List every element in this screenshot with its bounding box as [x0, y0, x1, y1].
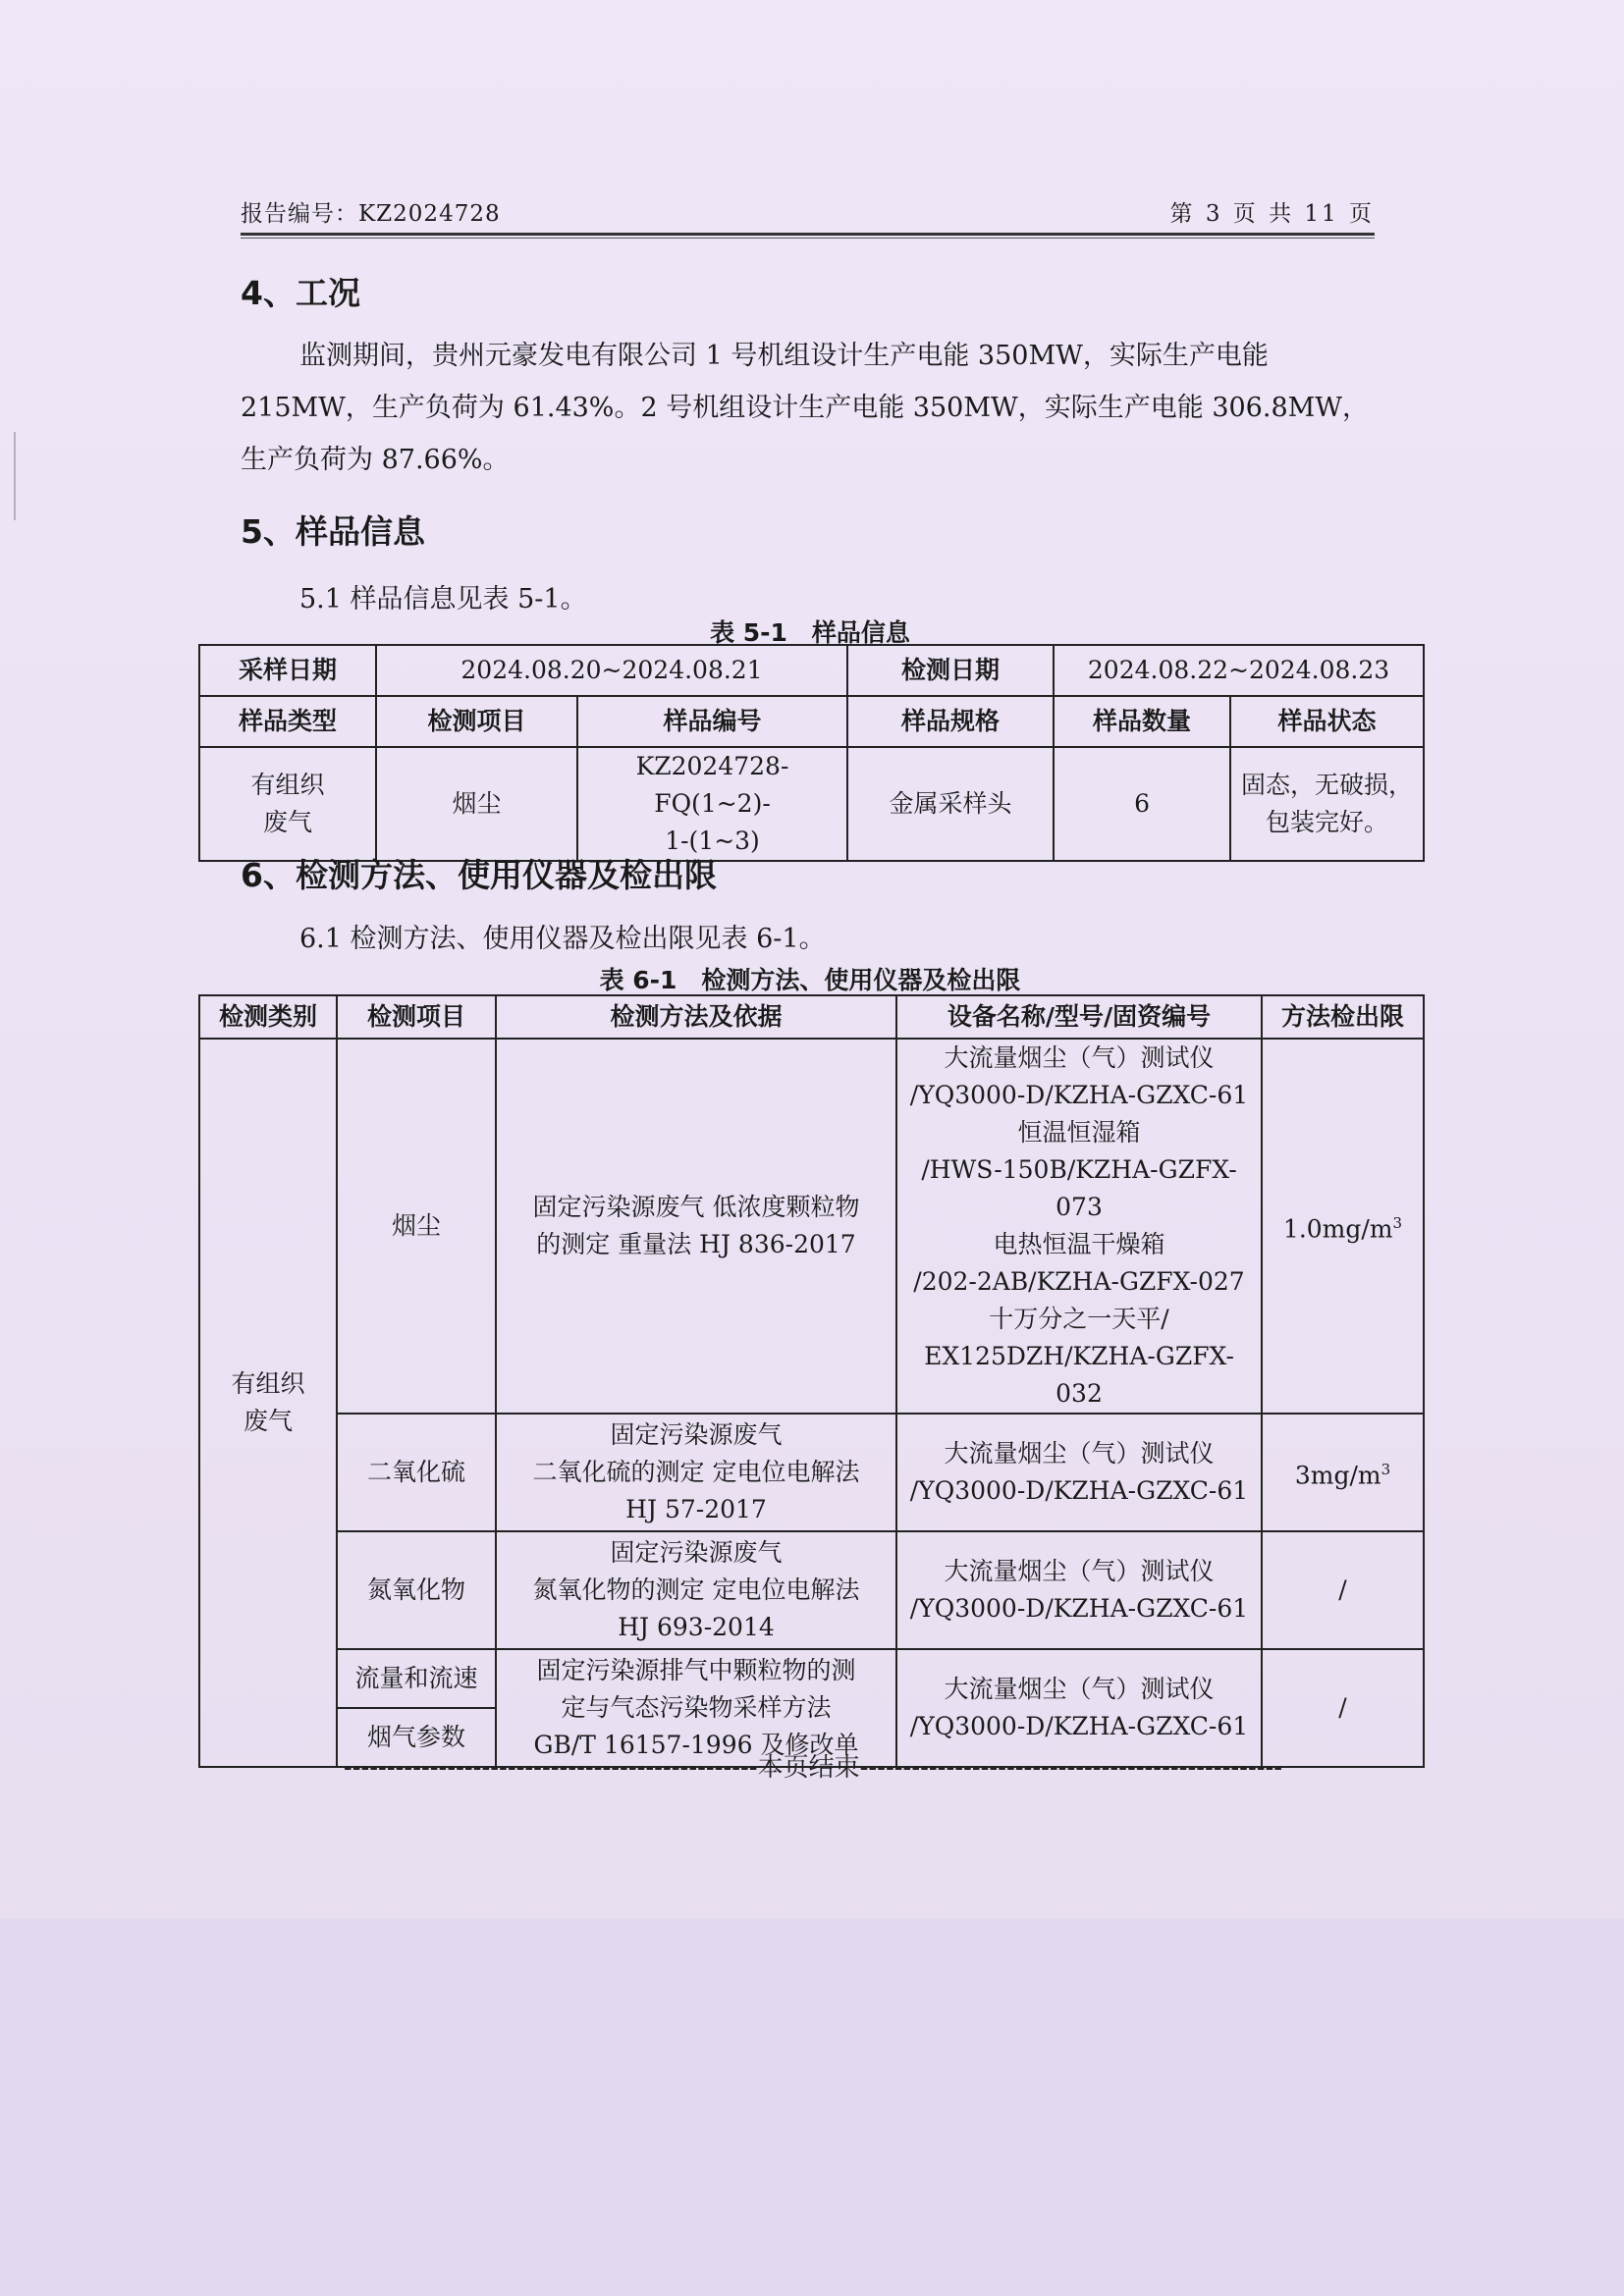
- equipment-line: 大流量烟尘（气）测试仪: [944, 1439, 1215, 1468]
- item-cell: 二氧化硫: [337, 1414, 496, 1531]
- col-equipment: 设备名称/型号/固资编号: [896, 995, 1262, 1039]
- method-line: 固定污染源废气: [610, 1538, 783, 1567]
- equipment-line: 大流量烟尘（气）测试仪: [944, 1557, 1215, 1585]
- method-line: 固定污染源废气: [610, 1420, 783, 1449]
- item-cell: 烟气参数: [337, 1708, 496, 1767]
- limit-exponent: 3: [1380, 1460, 1391, 1478]
- method-cell: [496, 1531, 896, 1649]
- item-cell: 氮氧化物: [337, 1531, 496, 1649]
- sample-state-line-1: 固态，无破损，: [1241, 771, 1414, 799]
- end-text: 本页结束: [757, 1753, 860, 1783]
- page-header: [241, 199, 1375, 236]
- section-5-title: 5、样品信息: [241, 512, 425, 551]
- item-cell: 流量和流速: [337, 1649, 496, 1708]
- col-test-item: 检测项目: [337, 995, 496, 1039]
- sample-qty-cell: 6: [1054, 747, 1230, 861]
- equipment-line: /YQ3000-D/KZHA-GZXC-61: [909, 1594, 1249, 1623]
- scan-margin-mark: [14, 432, 16, 520]
- end-dashes-right: -------------------------------------------------: [859, 1753, 1283, 1783]
- equipment-line: /YQ3000-D/KZHA-GZXC-61: [909, 1476, 1249, 1505]
- equipment-line: /YQ3000-D/KZHA-GZXC-61: [909, 1081, 1249, 1109]
- table-row: [199, 1414, 1424, 1531]
- sample-code-line-1: KZ2024728-FQ(1~2)-: [635, 752, 789, 818]
- col-sample-type: 样品类型: [199, 696, 376, 747]
- category-cell: [199, 1039, 337, 1767]
- equipment-line: /YQ3000-D/KZHA-GZXC-61: [909, 1712, 1249, 1740]
- sample-state-cell: [1230, 747, 1424, 861]
- section-6-intro: 6.1 检测方法、使用仪器及检出限见表 6-1。: [299, 924, 826, 954]
- limit-value: 3mg/m: [1294, 1461, 1381, 1490]
- test-item-cell: 烟尘: [376, 747, 577, 861]
- equipment-line: /202-2AB/KZHA-GZFX-027: [913, 1267, 1245, 1296]
- method-line: 二氧化硫的测定 定电位电解法: [532, 1458, 860, 1486]
- equipment-line: 十万分之一天平/: [989, 1305, 1169, 1333]
- table-6-1-caption: 表 6-1 检测方法、使用仪器及检出限: [599, 966, 1021, 994]
- section-4-title: 4、工况: [241, 274, 360, 312]
- limit-cell: [1262, 1039, 1424, 1414]
- method-line: 的测定 重量法 HJ 836-2017: [536, 1230, 856, 1258]
- end-dashes-left: ------------------------------------------------: [343, 1753, 758, 1783]
- equipment-line: 电热恒温干燥箱: [993, 1230, 1165, 1258]
- equipment-line: 恒温恒湿箱: [1017, 1118, 1141, 1147]
- limit-cell: /: [1262, 1531, 1424, 1649]
- method-line: 氮氧化物的测定 定电位电解法: [532, 1575, 860, 1604]
- section-6-title: 6、检测方法、使用仪器及检出限: [241, 856, 717, 894]
- section-4-line-2: 215MW，生产负荷为 61.43%。2 号机组设计生产电能 350MW，实际生产电能 306.8MW，: [241, 393, 1370, 423]
- sample-type-line-1: 有组织: [250, 771, 325, 799]
- equipment-line: EX125DZH/KZHA-GZFX-032: [924, 1342, 1234, 1408]
- col-sample-qty: 样品数量: [1054, 696, 1230, 747]
- header-divider: [241, 238, 1375, 239]
- col-sample-spec: 样品规格: [847, 696, 1054, 747]
- col-detection-limit: 方法检出限: [1262, 995, 1424, 1039]
- table-5-1-caption: 表 5-1 样品信息: [710, 618, 910, 647]
- item-cell: 烟尘: [337, 1039, 496, 1414]
- category-line-2: 废气: [243, 1407, 293, 1435]
- report-number: 报告编号：KZ2024728: [241, 201, 501, 227]
- limit-value: 1.0mg/m: [1282, 1214, 1393, 1244]
- equipment-cell: [896, 1039, 1262, 1414]
- table-row: [199, 1039, 1424, 1414]
- limit-cell: [1262, 1414, 1424, 1531]
- col-sample-state: 样品状态: [1230, 696, 1424, 747]
- equipment-line: /HWS-150B/KZHA-GZFX-073: [921, 1155, 1237, 1221]
- sample-state-line-2: 包装完好。: [1266, 808, 1389, 836]
- category-line-1: 有组织: [231, 1369, 305, 1398]
- table-6-1: [198, 994, 1425, 1768]
- sampling-date-label: 采样日期: [199, 645, 376, 696]
- method-cell: [496, 1039, 896, 1414]
- sampling-date-value: 2024.08.20~2024.08.21: [376, 645, 847, 696]
- equipment-cell: [896, 1531, 1262, 1649]
- sample-type-cell: [199, 747, 376, 861]
- col-test-category: 检测类别: [199, 995, 337, 1039]
- col-sample-code: 样品编号: [577, 696, 847, 747]
- page-number: 第 3 页 共 11 页: [1169, 201, 1375, 227]
- method-cell: [496, 1414, 896, 1531]
- scan-shadow-band: [0, 1919, 1624, 2296]
- section-5-intro: 5.1 样品信息见表 5-1。: [299, 584, 587, 614]
- col-test-method: 检测方法及依据: [496, 995, 896, 1039]
- sample-code-cell: [577, 747, 847, 861]
- table-row: [199, 747, 1424, 861]
- method-line: 固定污染源废气 低浓度颗粒物: [532, 1193, 860, 1221]
- sample-type-line-2: 废气: [262, 808, 312, 836]
- table-row: [199, 1649, 1424, 1708]
- equipment-line: 大流量烟尘（气）测试仪: [944, 1675, 1215, 1703]
- equipment-line: 大流量烟尘（气）测试仪: [944, 1043, 1215, 1072]
- table-row: [199, 1531, 1424, 1649]
- method-line: HJ 57-2017: [625, 1495, 767, 1523]
- limit-cell: /: [1262, 1649, 1424, 1767]
- method-line: 定与气态污染物采样方法: [561, 1693, 832, 1722]
- test-date-label: 检测日期: [847, 645, 1054, 696]
- section-4-line-1: 监测期间，贵州元豪发电有限公司 1 号机组设计生产电能 350MW，实际生产电能: [299, 341, 1269, 371]
- method-line: 固定污染源排气中颗粒物的测: [536, 1656, 856, 1684]
- sample-code-line-2: 1-(1~3): [665, 827, 760, 855]
- equipment-cell: [896, 1414, 1262, 1531]
- section-4-line-3: 生产负荷为 87.66%。: [241, 445, 510, 475]
- col-test-item: 检测项目: [376, 696, 577, 747]
- limit-exponent: 3: [1392, 1213, 1403, 1232]
- table-5-1: [198, 644, 1425, 862]
- sample-spec-cell: 金属采样头: [847, 747, 1054, 861]
- page-end-marker: [273, 1747, 1353, 1784]
- method-line: HJ 693-2014: [618, 1613, 775, 1641]
- test-date-value: 2024.08.22~2024.08.23: [1054, 645, 1424, 696]
- method-line: GB/T 16157-1996 及修改单: [533, 1731, 859, 1759]
